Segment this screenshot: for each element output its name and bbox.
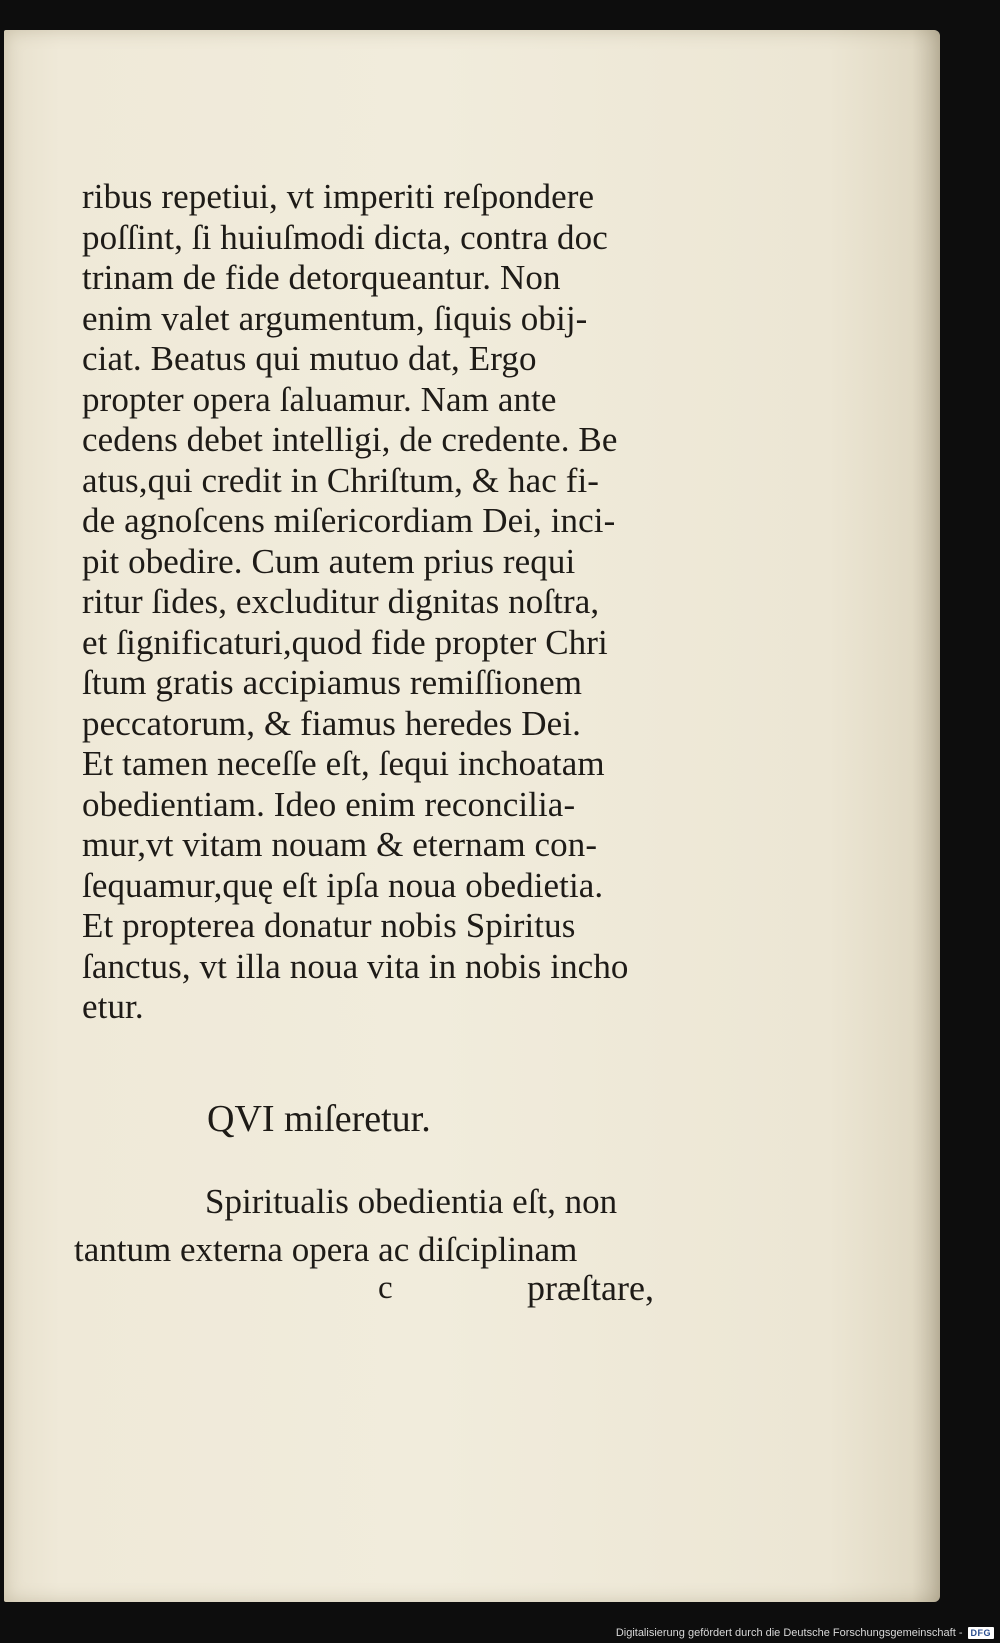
second-text-block — [74, 1178, 694, 1274]
text-line-20: ſanctus, vt illa noua vita in nobis incho — [82, 946, 629, 986]
text-line-3: trinam de fide detorqueantur. Non — [82, 258, 561, 297]
text-line-12: et ſignificaturi,quod fide propter Chri — [82, 622, 608, 662]
text-line-14: peccatorum, & fiamus heredes Dei. — [82, 703, 581, 743]
text-line-19: Et propterea donatur nobis Spiritus — [82, 906, 576, 945]
main-text-block — [82, 177, 682, 1028]
text-line-8: atus,qui credit in Chriſtum, & hac fi- — [82, 460, 600, 500]
funding-credit: Digitalisierung gefördert durch die Deutsche Forschungsgemeinschaft - — [615, 1627, 963, 1639]
text-line-18: ſequamur,quę eſt ipſa noua obedietia. — [82, 865, 604, 905]
text-line-5: ciat. Beatus qui mutuo dat, Ergo — [82, 339, 537, 378]
text-line-11: ritur ſides, excluditur dignitas noſtra, — [82, 582, 600, 621]
text-line-9: de agnoſcens miſericordiam Dei, inci- — [82, 501, 616, 540]
dfg-logo: DFG — [968, 1627, 995, 1639]
text-line-2: poſſint, ſi huiuſmodi dicta, contra doc — [82, 217, 608, 257]
text-line-1: ribus repetiui, vt imperiti reſpondere — [82, 177, 595, 216]
book-page — [4, 30, 940, 1602]
text-line-13: ſtum gratis accipiamus remiſſionem — [82, 663, 583, 702]
text-line-6: propter opera ſaluamur. Nam ante — [82, 379, 557, 419]
digitization-footer — [616, 1627, 994, 1639]
text-line-23: tantum externa opera ac diſciplinam — [74, 1230, 578, 1269]
text-line-10: pit obedire. Cum autem prius requi — [82, 541, 576, 581]
catchword: præſtare, — [527, 1268, 654, 1308]
signature-mark: c — [378, 1270, 393, 1306]
text-line-17: mur,vt vitam nouam & eternam con- — [82, 825, 598, 864]
text-line-21: etur. — [82, 987, 144, 1026]
text-line-22: Spiritualis obedientia eſt, non — [205, 1182, 618, 1221]
text-line-15: Et tamen neceſſe eſt, ſequi inchoatam — [82, 744, 605, 783]
text-line-4: enim valet argumentum, ſiquis obij- — [82, 298, 588, 338]
text-line-7: cedens debet intelligi, de credente. Be — [82, 420, 618, 459]
text-line-16: obedientiam. Ideo enim reconcilia- — [82, 784, 576, 824]
section-heading: QVI miſeretur. — [207, 1098, 431, 1140]
